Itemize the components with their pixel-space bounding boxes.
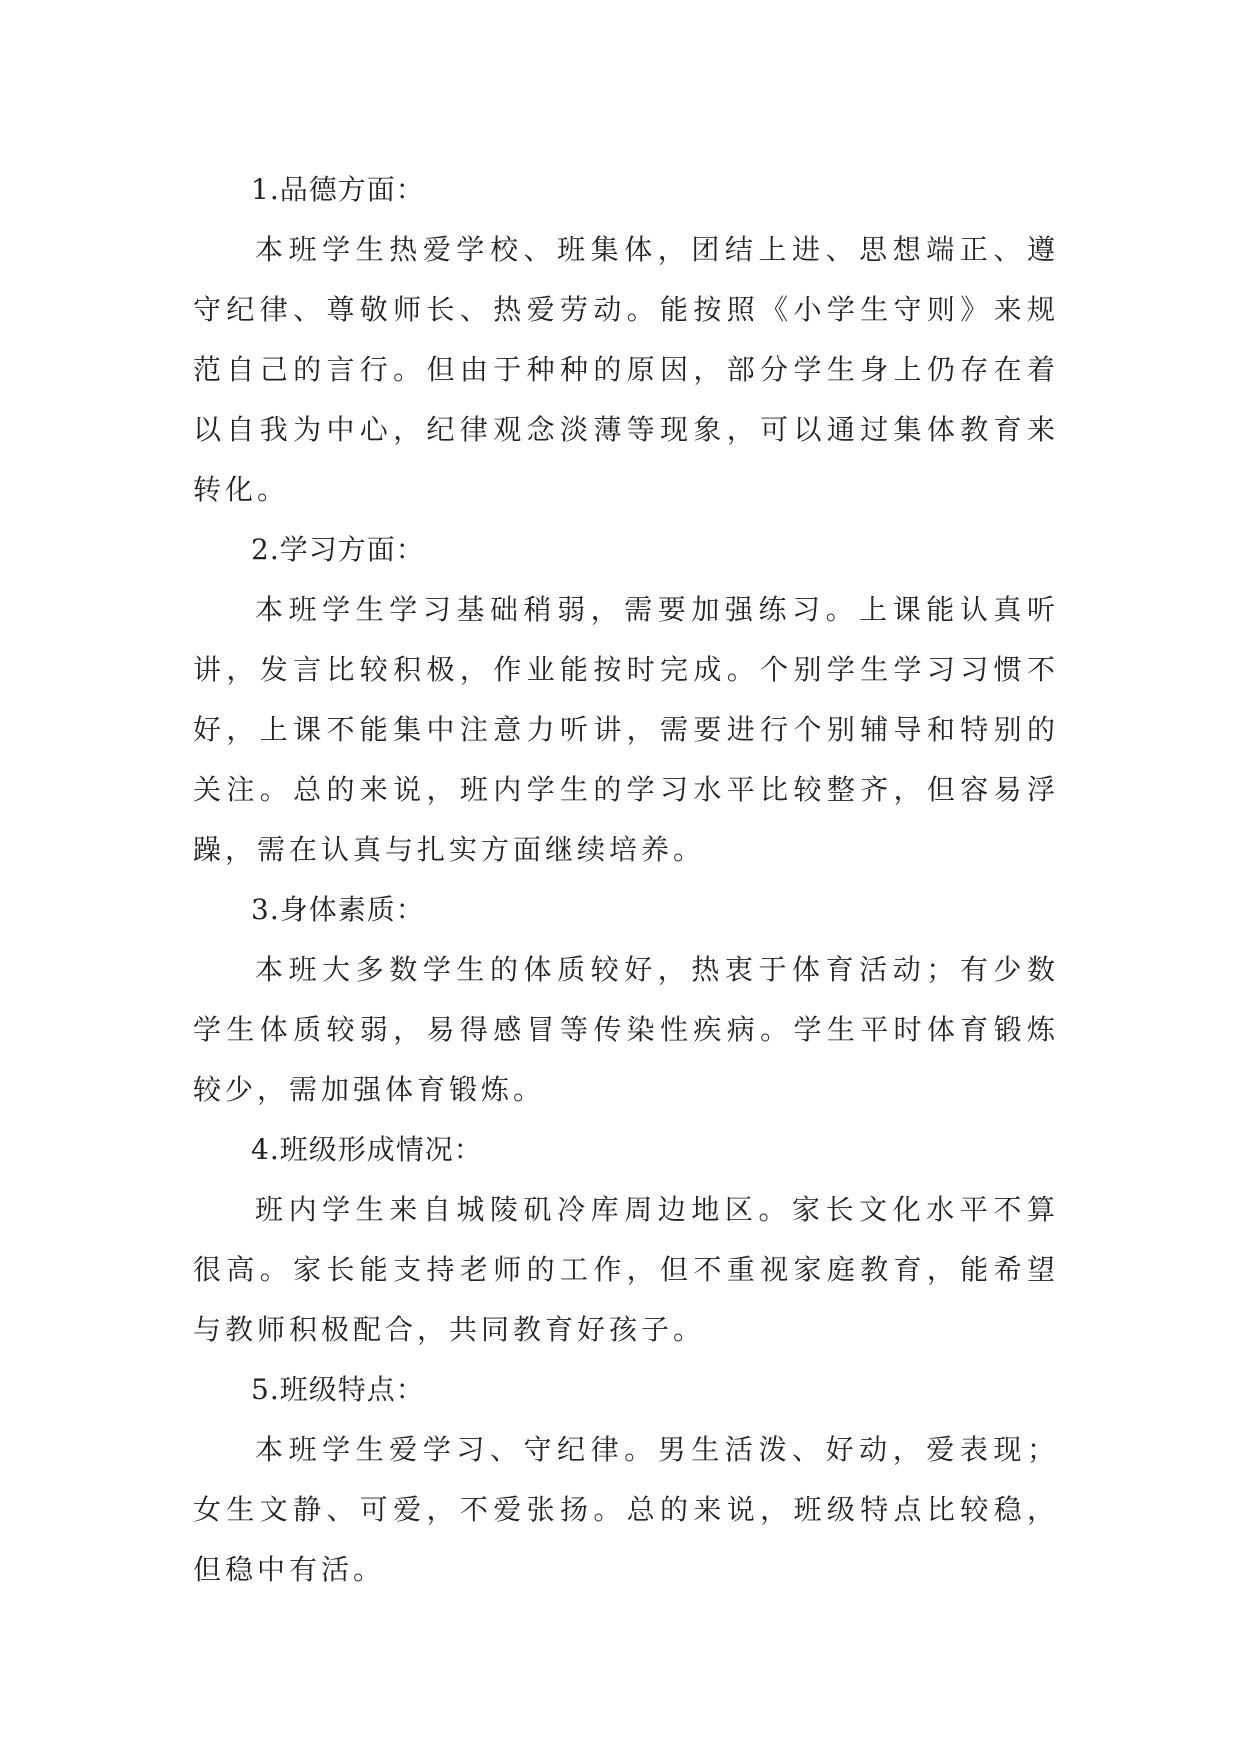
section-paragraph: [193, 1420, 1059, 1600]
paragraph-line: 讲，发言比较积极，作业能按时完成。个别学生学习习惯不: [193, 653, 1059, 686]
paragraph-line: 女生文静、可爱，不爱张扬。总的来说，班级特点比较稳，: [193, 1493, 1059, 1526]
paragraph-line: 班内学生来自城陵矶冷库周边地区。家长文化水平不算: [255, 1193, 1059, 1226]
paragraph-line: 本班学生爱学习、守纪律。男生活泼、好动，爱表现；: [255, 1433, 1059, 1466]
paragraph-line: 范自己的言行。但由于种种的原因，部分学生身上仍存在着: [193, 353, 1059, 386]
section-heading: 5.班级特点：: [251, 1373, 425, 1406]
section-moral: [193, 160, 1059, 520]
paragraph-line: 躁，需在认真与扎实方面继续培养。: [193, 833, 706, 866]
section-heading: 2.学习方面：: [251, 533, 425, 566]
document-body: [193, 160, 1059, 1600]
paragraph-line: 转化。: [193, 473, 290, 506]
paragraph-line: 与教师积极配合，共同教育好孩子。: [193, 1313, 706, 1346]
section-heading: 1.品德方面：: [251, 173, 425, 206]
paragraph-line: 以自我为中心，纪律观念淡薄等现象，可以通过集体教育来: [193, 413, 1059, 446]
paragraph-line: 好，上课不能集中注意力听讲，需要进行个别辅导和特别的: [193, 713, 1059, 746]
section-class-features: [193, 1360, 1059, 1600]
paragraph-line: 学生体质较弱，易得感冒等传染性疾病。学生平时体育锻炼: [193, 1013, 1059, 1046]
section-physical: [193, 880, 1059, 1120]
paragraph-line: 较少，需加强体育锻炼。: [193, 1073, 546, 1106]
section-heading: 3.身体素质：: [251, 893, 425, 926]
section-class-formation: [193, 1120, 1059, 1360]
section-paragraph: [193, 580, 1059, 880]
paragraph-line: 但稳中有活。: [193, 1553, 386, 1586]
paragraph-line: 关注。总的来说，班内学生的学习水平比较整齐，但容易浮: [193, 773, 1059, 806]
section-paragraph: [193, 1180, 1059, 1360]
section-paragraph: [193, 940, 1059, 1120]
paragraph-line: 本班学生热爱学校、班集体，团结上进、思想端正、遵: [255, 233, 1059, 266]
section-paragraph: [193, 220, 1059, 520]
section-study: [193, 520, 1059, 880]
paragraph-line: 很高。家长能支持老师的工作，但不重视家庭教育，能希望: [193, 1253, 1059, 1286]
paragraph-line: 本班学生学习基础稍弱，需要加强练习。上课能认真听: [255, 593, 1059, 626]
paragraph-line: 守纪律、尊敬师长、热爱劳动。能按照《小学生守则》来规: [193, 293, 1059, 326]
section-heading: 4.班级形成情况：: [251, 1133, 483, 1166]
paragraph-line: 本班大多数学生的体质较好，热衷于体育活动；有少数: [255, 953, 1059, 986]
